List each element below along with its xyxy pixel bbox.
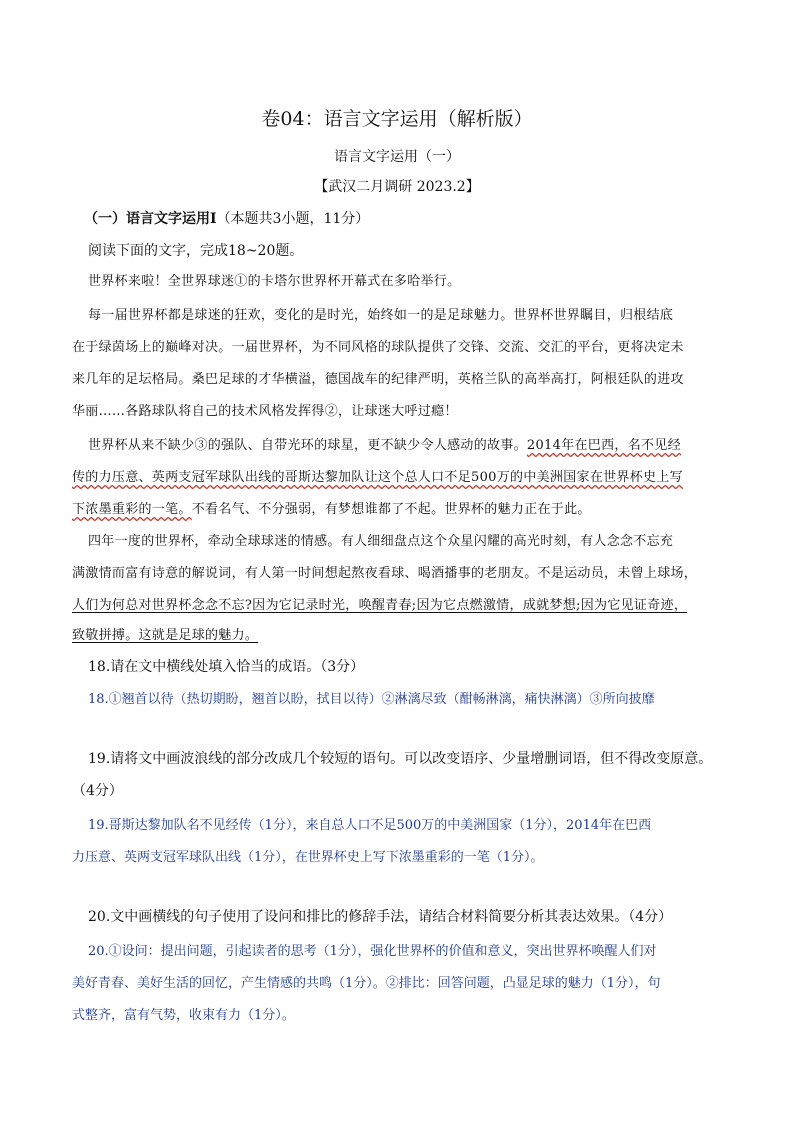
question-19-line2: （4分） — [72, 783, 123, 799]
passage-p2-line3: 来几年的足坛格局。桑巴足球的才华横溢，德国战车的纪律严明，英格兰队的高举高打，阿根廷队的进攻 — [72, 372, 684, 387]
page-title: 卷04：语言文字运用（解析版） — [261, 108, 533, 130]
passage-p4-line3-underlined: 人们为何总对世界杯念念不忘?因为它记录时光，唤醒青春;因为它点燃激情，成就梦想;因为它见证奇迹， — [72, 598, 688, 613]
passage-p1: 世界杯来啦！全世界球迷①的卡塔尔世界杯开幕式在多哈举行。 — [88, 274, 461, 289]
question-18: 18.请在文中横线处填入恰当的成语。（3分） — [88, 659, 365, 675]
passage-p4-line4-underlined: 致敬拼搏。这就是足球的魅力。 — [72, 628, 259, 643]
section-heading — [84, 208, 369, 228]
passage-p3-line2: 传的力压意、英两支冠军球队出线的哥斯达黎加队让这个总人口不足500万的中美洲国家在世界杯史上写 — [72, 470, 683, 485]
section-note: （本题共3小题，11分） — [216, 211, 370, 227]
passage-p2-line4: 华丽……各路球队将自己的技术风格发挥得②，让球迷大呼过瘾！ — [72, 404, 458, 419]
instruction: 阅读下面的文字，完成18~20题。 — [88, 243, 304, 259]
answer-18: 18.①翘首以待（热切期盼，翘首以盼，拭目以待）②淋漓尽致（酣畅淋漓，痛快淋漓）③所向披靡 — [88, 692, 655, 707]
passage-p3-line1 — [88, 434, 681, 453]
answer-20-line2: 美好青春、美好生活的回忆，产生情感的共鸣（1分）。②排比：回答问题，凸显足球的魅力（1分），句 — [72, 976, 661, 991]
passage-p4-line2: 满激情而富有诗意的解说词，有人第一时间想起熬夜看球、喝酒播事的老朋友。不是运动员，未曾上球场， — [72, 566, 698, 581]
section-label: （一）语言文字运用Ⅰ — [84, 211, 217, 227]
passage-p3-line3 — [72, 498, 591, 517]
question-19-line1: 19.请将文中画波浪线的部分改成几个较短的语句。可以改变语序、少量增删词语，但不得改变原意。 — [88, 751, 713, 767]
answer-20-line1: 20.①设问：提出问题，引起读者的思考（1分），强化世界杯的价值和意义，突出世界杯唤醒人们对 — [88, 944, 657, 959]
wavy-underlined-text-end: 下浓墨重彩的一笔。 — [72, 502, 192, 517]
question-20: 20.文中画横线的句子使用了设问和排比的修辞手法，请结合材料简要分析其表达效果。（4分） — [88, 909, 673, 925]
passage-p2-line1: 每一届世界杯都是球迷的狂欢，变化的是时光，始终如一的是足球魅力。世界杯世界瞩目，归根结底 — [88, 308, 674, 323]
passage-p4-line1: 四年一度的世界杯，牵动全球球迷的情感。有人细细盘点这个众星闪耀的高光时刻，有人念念不忘充 — [88, 534, 674, 549]
passage-p3-line3-b: 不看名气、不分强弱，有梦想谁都了不起。世界杯的魅力正在于此。 — [191, 502, 591, 517]
answer-19-line2: 力压意、英两支冠军球队出线（1分），在世界杯史上写下浓墨重彩的一笔（1分）。 — [72, 850, 544, 865]
exam-source: 【武汉二月调研 2023.2】 — [314, 179, 480, 195]
passage-p3-line1-a: 世界杯从来不缺少③的强队、自带光环的球星，更不缺少令人感动的故事。 — [88, 438, 527, 453]
page-subtitle: 语言文字运用（一） — [334, 149, 460, 165]
passage-p2-line2: 在于绿茵场上的巅峰对决。一届世界杯，为不同风格的球队提供了交锋、交流、交汇的平台，更将决定未 — [72, 340, 684, 355]
answer-20-line3: 式整齐，富有气势，收束有力（1分）。 — [72, 1008, 295, 1023]
wavy-underlined-text: 2014年在巴西，名不见经 — [526, 438, 681, 453]
answer-19-line1: 19.哥斯达黎加队名不见经传（1分），来自总人口不足500万的中美洲国家（1分），2014年在巴西 — [88, 818, 652, 833]
